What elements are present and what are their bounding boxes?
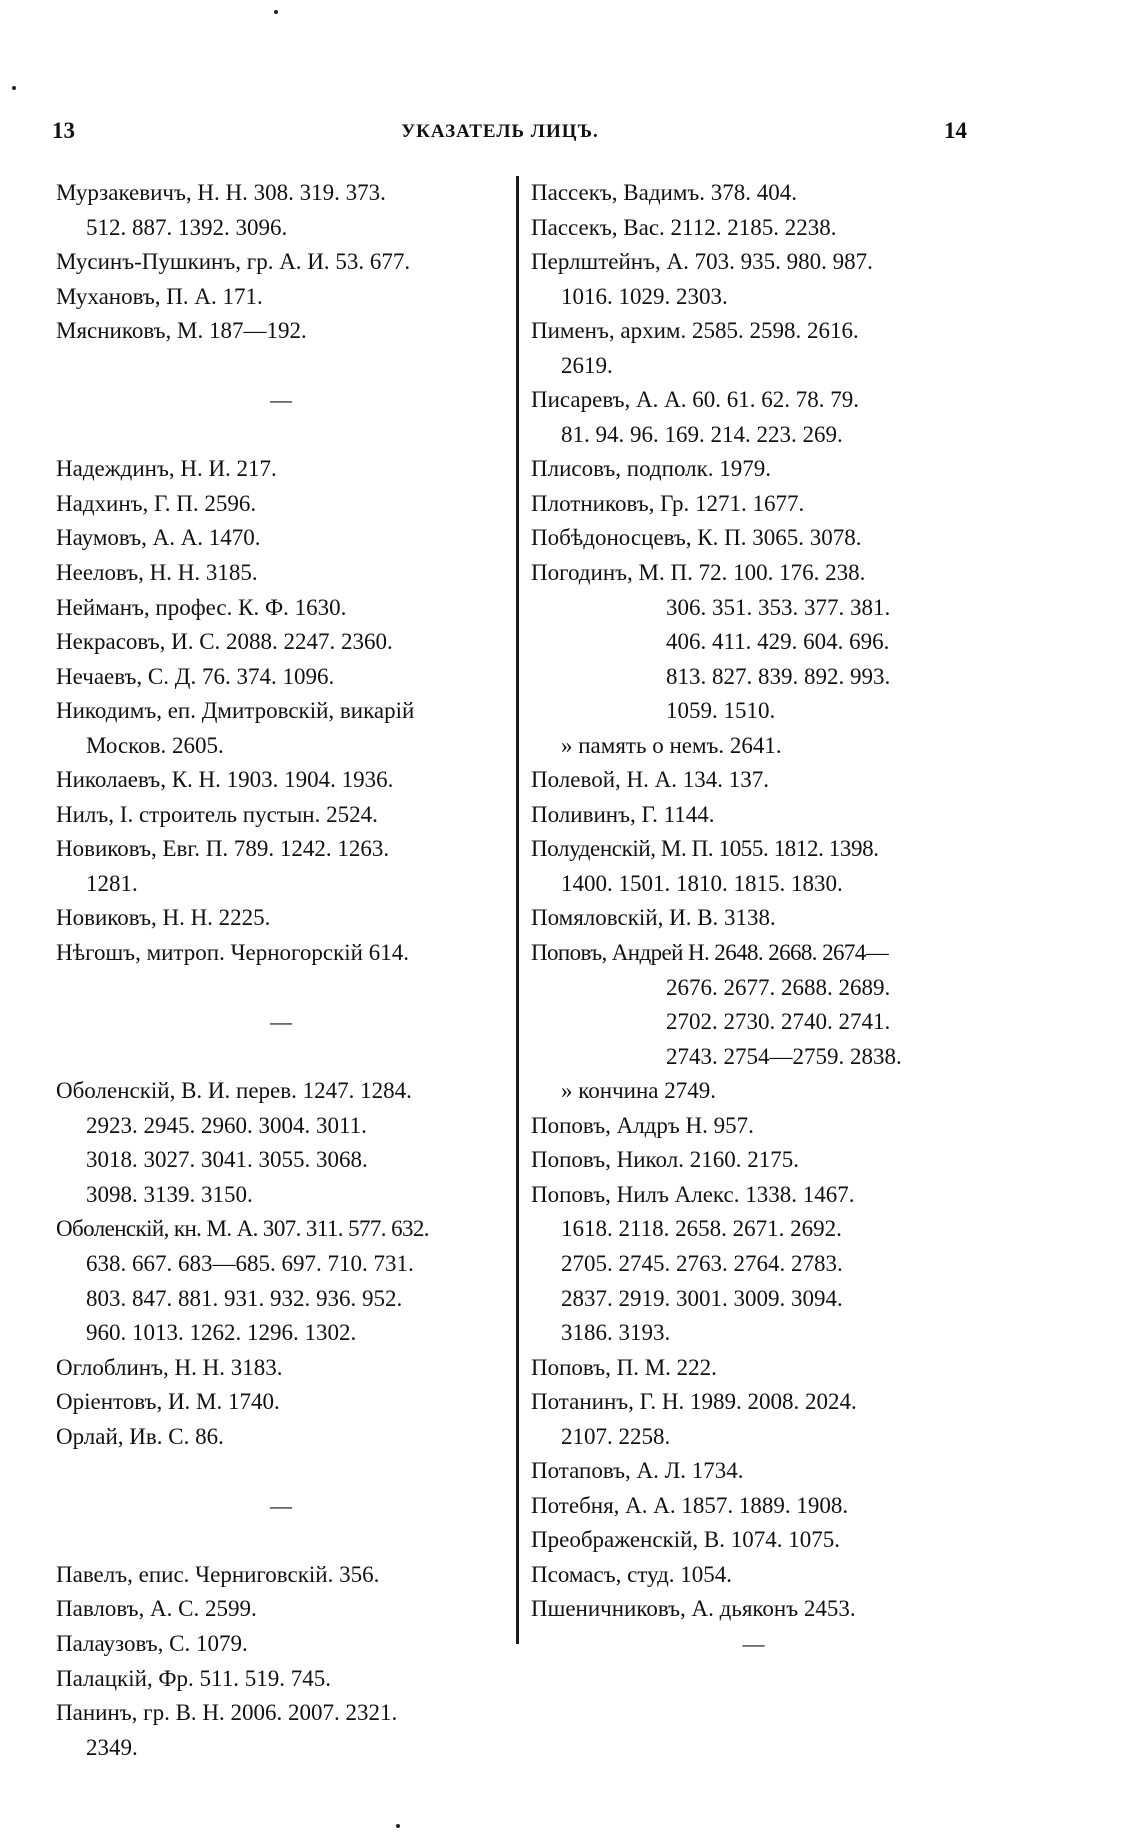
index-entry: Николаевъ, К. Н. 1903. 1904. 1936. bbox=[56, 767, 394, 793]
index-subentry: » память о немъ. 2641. bbox=[561, 732, 782, 758]
index-entry: Плотниковъ, Гр. 1271. 1677. bbox=[531, 490, 805, 516]
index-entry: Полевой, Н. А. 134. 137. bbox=[531, 767, 769, 793]
index-entry: Панинъ, гр. В. Н. 2006. 2007. 2321. bbox=[56, 1700, 398, 1726]
index-entry-continuation: 2923. 2945. 2960. 3004. 3011. bbox=[86, 1112, 367, 1138]
index-entry: Надхинъ, Г. П. 2596. bbox=[56, 490, 257, 516]
section-separator: — bbox=[270, 387, 292, 413]
index-entry: Новиковъ, Н. Н. 2225. bbox=[56, 905, 271, 931]
index-entry: Новиковъ, Евг. П. 789. 1242. 1263. bbox=[56, 836, 390, 862]
index-entry-continuation: 960. 1013. 1262. 1296. 1302. bbox=[86, 1320, 357, 1346]
index-entry-continuation: 2743. 2754—2759. 2838. bbox=[666, 1043, 902, 1069]
index-entry: Помяловскій, И. В. 3138. bbox=[531, 905, 776, 931]
index-entry: Оглоблинъ, Н. Н. 3183. bbox=[56, 1354, 283, 1380]
page-number-left: 13 bbox=[52, 118, 75, 143]
page-number-right: 14 bbox=[944, 118, 967, 143]
index-entry-continuation: 306. 351. 353. 377. 381. bbox=[666, 594, 891, 620]
index-entry: Псомасъ, студ. 1054. bbox=[531, 1561, 733, 1587]
index-entry: Поповъ, Никол. 2160. 2175. bbox=[531, 1147, 799, 1173]
index-entry-continuation: 2676. 2677. 2688. 2689. bbox=[666, 974, 891, 1000]
index-entry: Мурзакевичъ, Н. Н. 308. 319. 373. bbox=[56, 180, 386, 205]
index-entry: Нѣгошъ, митроп. Черногорскій 614. bbox=[56, 940, 409, 966]
index-entry-continuation: 803. 847. 881. 931. 932. 936. 952. bbox=[86, 1285, 403, 1311]
index-subentry: » кончина 2749. bbox=[561, 1078, 716, 1104]
index-entry-continuation: 81. 94. 96. 169. 214. 223. 269. bbox=[561, 421, 843, 447]
index-entry-continuation: 1618. 2118. 2658. 2671. 2692. bbox=[561, 1216, 842, 1242]
index-entry-continuation: 3018. 3027. 3041. 3055. 3068. bbox=[86, 1147, 368, 1173]
index-entry: Нечаевъ, С. Д. 76. 374. 1096. bbox=[56, 663, 335, 689]
index-entry: Палаузовъ, С. 1079. bbox=[56, 1630, 248, 1656]
index-entry-continuation: 1059. 1510. bbox=[666, 698, 776, 724]
index-entry: Оріентовъ, И. М. 1740. bbox=[56, 1389, 280, 1415]
blank-line bbox=[56, 418, 506, 453]
index-entry: Надеждинъ, Н. И. 217. bbox=[56, 456, 277, 482]
index-entry: Мусинъ-Пушкинъ, гр. А. И. 53. 677. bbox=[56, 249, 411, 275]
index-entry: Потебня, А. А. 1857. 1889. 1908. bbox=[531, 1492, 849, 1518]
section-separator: — bbox=[742, 1630, 765, 1656]
index-entry: Поповъ, Нилъ Алекс. 1338. 1467. bbox=[531, 1181, 855, 1207]
index-entry: Мясниковъ, М. 187—192. bbox=[56, 318, 307, 344]
index-entry: Потанинъ, Г. Н. 1989. 2008. 2024. bbox=[531, 1389, 857, 1415]
index-entry-continuation: 2837. 2919. 3001. 3009. 3094. bbox=[561, 1285, 843, 1311]
index-entry-continuation: 512. 887. 1392. 3096. bbox=[86, 214, 288, 240]
index-entry-continuation: 2349. bbox=[86, 1734, 138, 1760]
index-entry: Пассекъ, Вадимъ. 378. 404. bbox=[531, 180, 798, 205]
index-entry-continuation: 3186. 3193. bbox=[561, 1320, 671, 1346]
index-entry: Нееловъ, Н. Н. 3185. bbox=[56, 560, 258, 586]
index-entry: Мухановъ, П. А. 171. bbox=[56, 283, 263, 309]
index-entry: Преображенскій, В. 1074. 1075. bbox=[531, 1527, 841, 1553]
index-entry-continuation: 3098. 3139. 3150. bbox=[86, 1181, 253, 1207]
index-entry: Погодинъ, М. П. 72. 100. 176. 238. bbox=[531, 560, 866, 586]
index-entry: Плисовъ, подполк. 1979. bbox=[531, 456, 772, 482]
index-entry-continuation: 638. 667. 683—685. 697. 710. 731. bbox=[86, 1250, 414, 1276]
index-entry: Нилъ, I. строитель пустын. 2524. bbox=[56, 801, 378, 827]
index-entry-continuation: 2705. 2745. 2763. 2764. 2783. bbox=[561, 1250, 843, 1276]
scan-speck bbox=[274, 10, 278, 14]
blank-line bbox=[56, 1454, 506, 1489]
index-entry-continuation: 1281. bbox=[86, 870, 138, 896]
index-entry: Потаповъ, А. Л. 1734. bbox=[531, 1458, 744, 1484]
index-entry-continuation: 2702. 2730. 2740. 2741. bbox=[666, 1009, 891, 1035]
scan-speck bbox=[12, 86, 16, 90]
section-separator: — bbox=[270, 1492, 292, 1518]
index-entry: Полуденскій, М. П. 1055. 1812. 1398. bbox=[531, 836, 879, 862]
running-title: УКАЗАТЕЛЬ ЛИЦЪ. bbox=[401, 121, 599, 142]
index-entry-continuation: 1016. 1029. 2303. bbox=[561, 283, 728, 309]
index-entry-continuation: Москов. 2605. bbox=[86, 732, 224, 758]
right-column bbox=[531, 176, 976, 1662]
left-column bbox=[56, 176, 506, 1765]
index-entry: Оболенскій, В. И. перев. 1247. 1284. bbox=[56, 1078, 412, 1104]
index-entry: Поповъ, Алдръ Н. 957. bbox=[531, 1112, 754, 1138]
blank-line bbox=[56, 1040, 506, 1075]
index-entry: Нейманъ, профес. К. Ф. 1630. bbox=[56, 594, 347, 620]
index-entry: Оболенскій, кн. М. А. 307. 311. 577. 632. bbox=[56, 1216, 429, 1242]
column-divider bbox=[516, 176, 519, 1644]
index-entry: Пименъ, архим. 2585. 2598. 2616. bbox=[531, 318, 859, 344]
index-entry: Пассекъ, Вас. 2112. 2185. 2238. bbox=[531, 214, 837, 240]
index-entry-continuation: 1400. 1501. 1810. 1815. 1830. bbox=[561, 870, 843, 896]
index-entry: Некрасовъ, И. С. 2088. 2247. 2360. bbox=[56, 629, 393, 655]
index-entry-continuation: 813. 827. 839. 892. 993. bbox=[666, 663, 891, 689]
index-entry: Палацкій, Фр. 511. 519. 745. bbox=[56, 1665, 331, 1691]
index-entry: Орлай, Ив. С. 86. bbox=[56, 1423, 224, 1449]
index-entry-continuation: 2107. 2258. bbox=[561, 1423, 671, 1449]
index-entry: Перлштейнъ, А. 703. 935. 980. 987. bbox=[531, 249, 873, 275]
index-entry: Пшеничниковъ, А. дьяконъ 2453. bbox=[531, 1596, 856, 1622]
section-separator: — bbox=[270, 1009, 292, 1035]
index-entry: Никодимъ, еп. Дмитровскій, викарій bbox=[56, 698, 415, 724]
page-header bbox=[0, 118, 1140, 148]
index-entry: Павловъ, А. С. 2599. bbox=[56, 1596, 257, 1622]
blank-line bbox=[56, 349, 506, 384]
scan-speck bbox=[396, 1824, 400, 1828]
index-entry: Поливинъ, Г. 1144. bbox=[531, 801, 715, 827]
index-entry-continuation: 406. 411. 429. 604. 696. bbox=[666, 629, 890, 655]
index-entry-continuation: 2619. bbox=[561, 352, 613, 378]
blank-line bbox=[56, 1523, 506, 1558]
index-entry: Побѣдоносцевъ, К. П. 3065. 3078. bbox=[531, 525, 862, 551]
index-entry: Писаревъ, А. А. 60. 61. 62. 78. 79. bbox=[531, 387, 859, 413]
index-entry: Наумовъ, А. А. 1470. bbox=[56, 525, 261, 551]
index-entry: Поповъ, Андрей Н. 2648. 2668. 2674— bbox=[531, 940, 889, 966]
index-entry: Поповъ, П. М. 222. bbox=[531, 1354, 717, 1380]
blank-line bbox=[56, 971, 506, 1006]
index-entry: Павелъ, епис. Черниговскій. 356. bbox=[56, 1561, 380, 1587]
